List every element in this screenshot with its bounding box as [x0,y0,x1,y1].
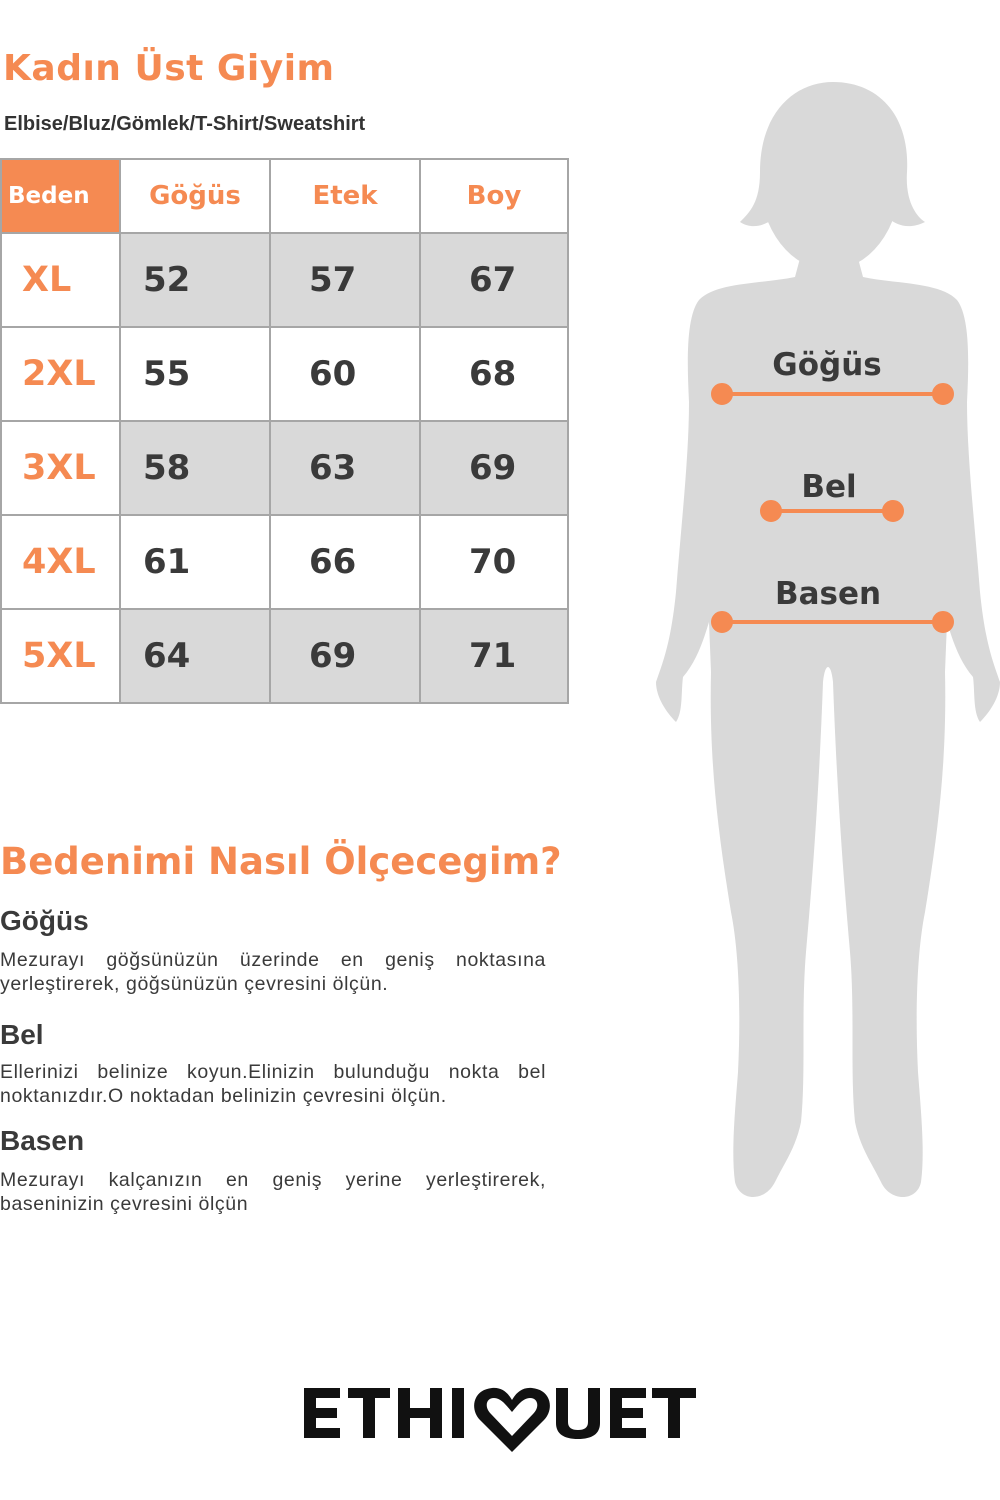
chest-measure-dot [713,385,731,403]
size-cell: XL [1,233,120,327]
chest-measure-dot [934,385,952,403]
brand-logo-wordmark [304,1388,696,1452]
gogus-cell: 61 [120,515,270,609]
guide-text-bel: Ellerinizi belinize koyun.Elinizin bulunduğu nokta bel noktanızdır.O noktadan belinizin çevresini ölçün. [0,1061,546,1107]
boy-cell: 70 [420,515,568,609]
guide-heading-gogus: Göğüs [0,905,89,936]
table-row [1,421,568,515]
hip-measure-dot [934,613,952,631]
table-row [1,327,568,421]
etek-cell: 66 [270,515,420,609]
gogus-cell: 52 [120,233,270,327]
etek-cell: 69 [270,609,420,703]
hip-label: Basen [774,576,882,612]
brand-logo [300,1378,700,1458]
etek-cell: 57 [270,233,420,327]
header-gogus: Göğüs [120,159,270,233]
boy-cell: 67 [420,233,568,327]
page-subtitle: Elbise/Bluz/Gömlek/T-Shirt/Sweatshirt [4,113,366,135]
size-table [0,158,569,704]
waist-measure-dot [762,502,780,520]
size-cell: 3XL [1,421,120,515]
gogus-cell: 55 [120,327,270,421]
gogus-cell: 58 [120,421,270,515]
guide-heading-bel: Bel [0,1019,44,1050]
table-row [1,515,568,609]
size-cell: 4XL [1,515,120,609]
gogus-cell: 64 [120,609,270,703]
guide-text-basen: Mezurayı kalçanızın en geniş yerine yerleştirerek, baseninizin çevresini ölçün [0,1169,546,1215]
size-cell: 2XL [1,327,120,421]
table-header-row [1,159,568,233]
waist-measure-dot [884,502,902,520]
boy-cell: 71 [420,609,568,703]
header-boy: Boy [420,159,568,233]
body-silhouette [656,82,1000,1197]
table-row [1,609,568,703]
boy-cell: 69 [420,421,568,515]
table-row [1,233,568,327]
boy-cell: 68 [420,327,568,421]
header-etek: Etek [270,159,420,233]
size-cell: 5XL [1,609,120,703]
hip-measure-dot [713,613,731,631]
body-silhouette-figure [655,72,1000,1212]
hair-shape [740,82,925,226]
page-title: Kadın Üst Giyim [3,48,335,89]
guide-title: Bedenimi Nasıl Ölçecegim? [0,840,562,883]
etek-cell: 63 [270,421,420,515]
chest-label: Göğüs [772,347,882,383]
guide-text-gogus: Mezurayı göğsünüzün üzerinde en geniş noktasına yerleştirerek, göğsünüzün çevresini ölçün. [0,949,546,995]
etek-cell: 60 [270,327,420,421]
guide-heading-basen: Basen [0,1125,85,1156]
waist-label: Bel [801,469,857,505]
header-beden: Beden [1,159,120,233]
